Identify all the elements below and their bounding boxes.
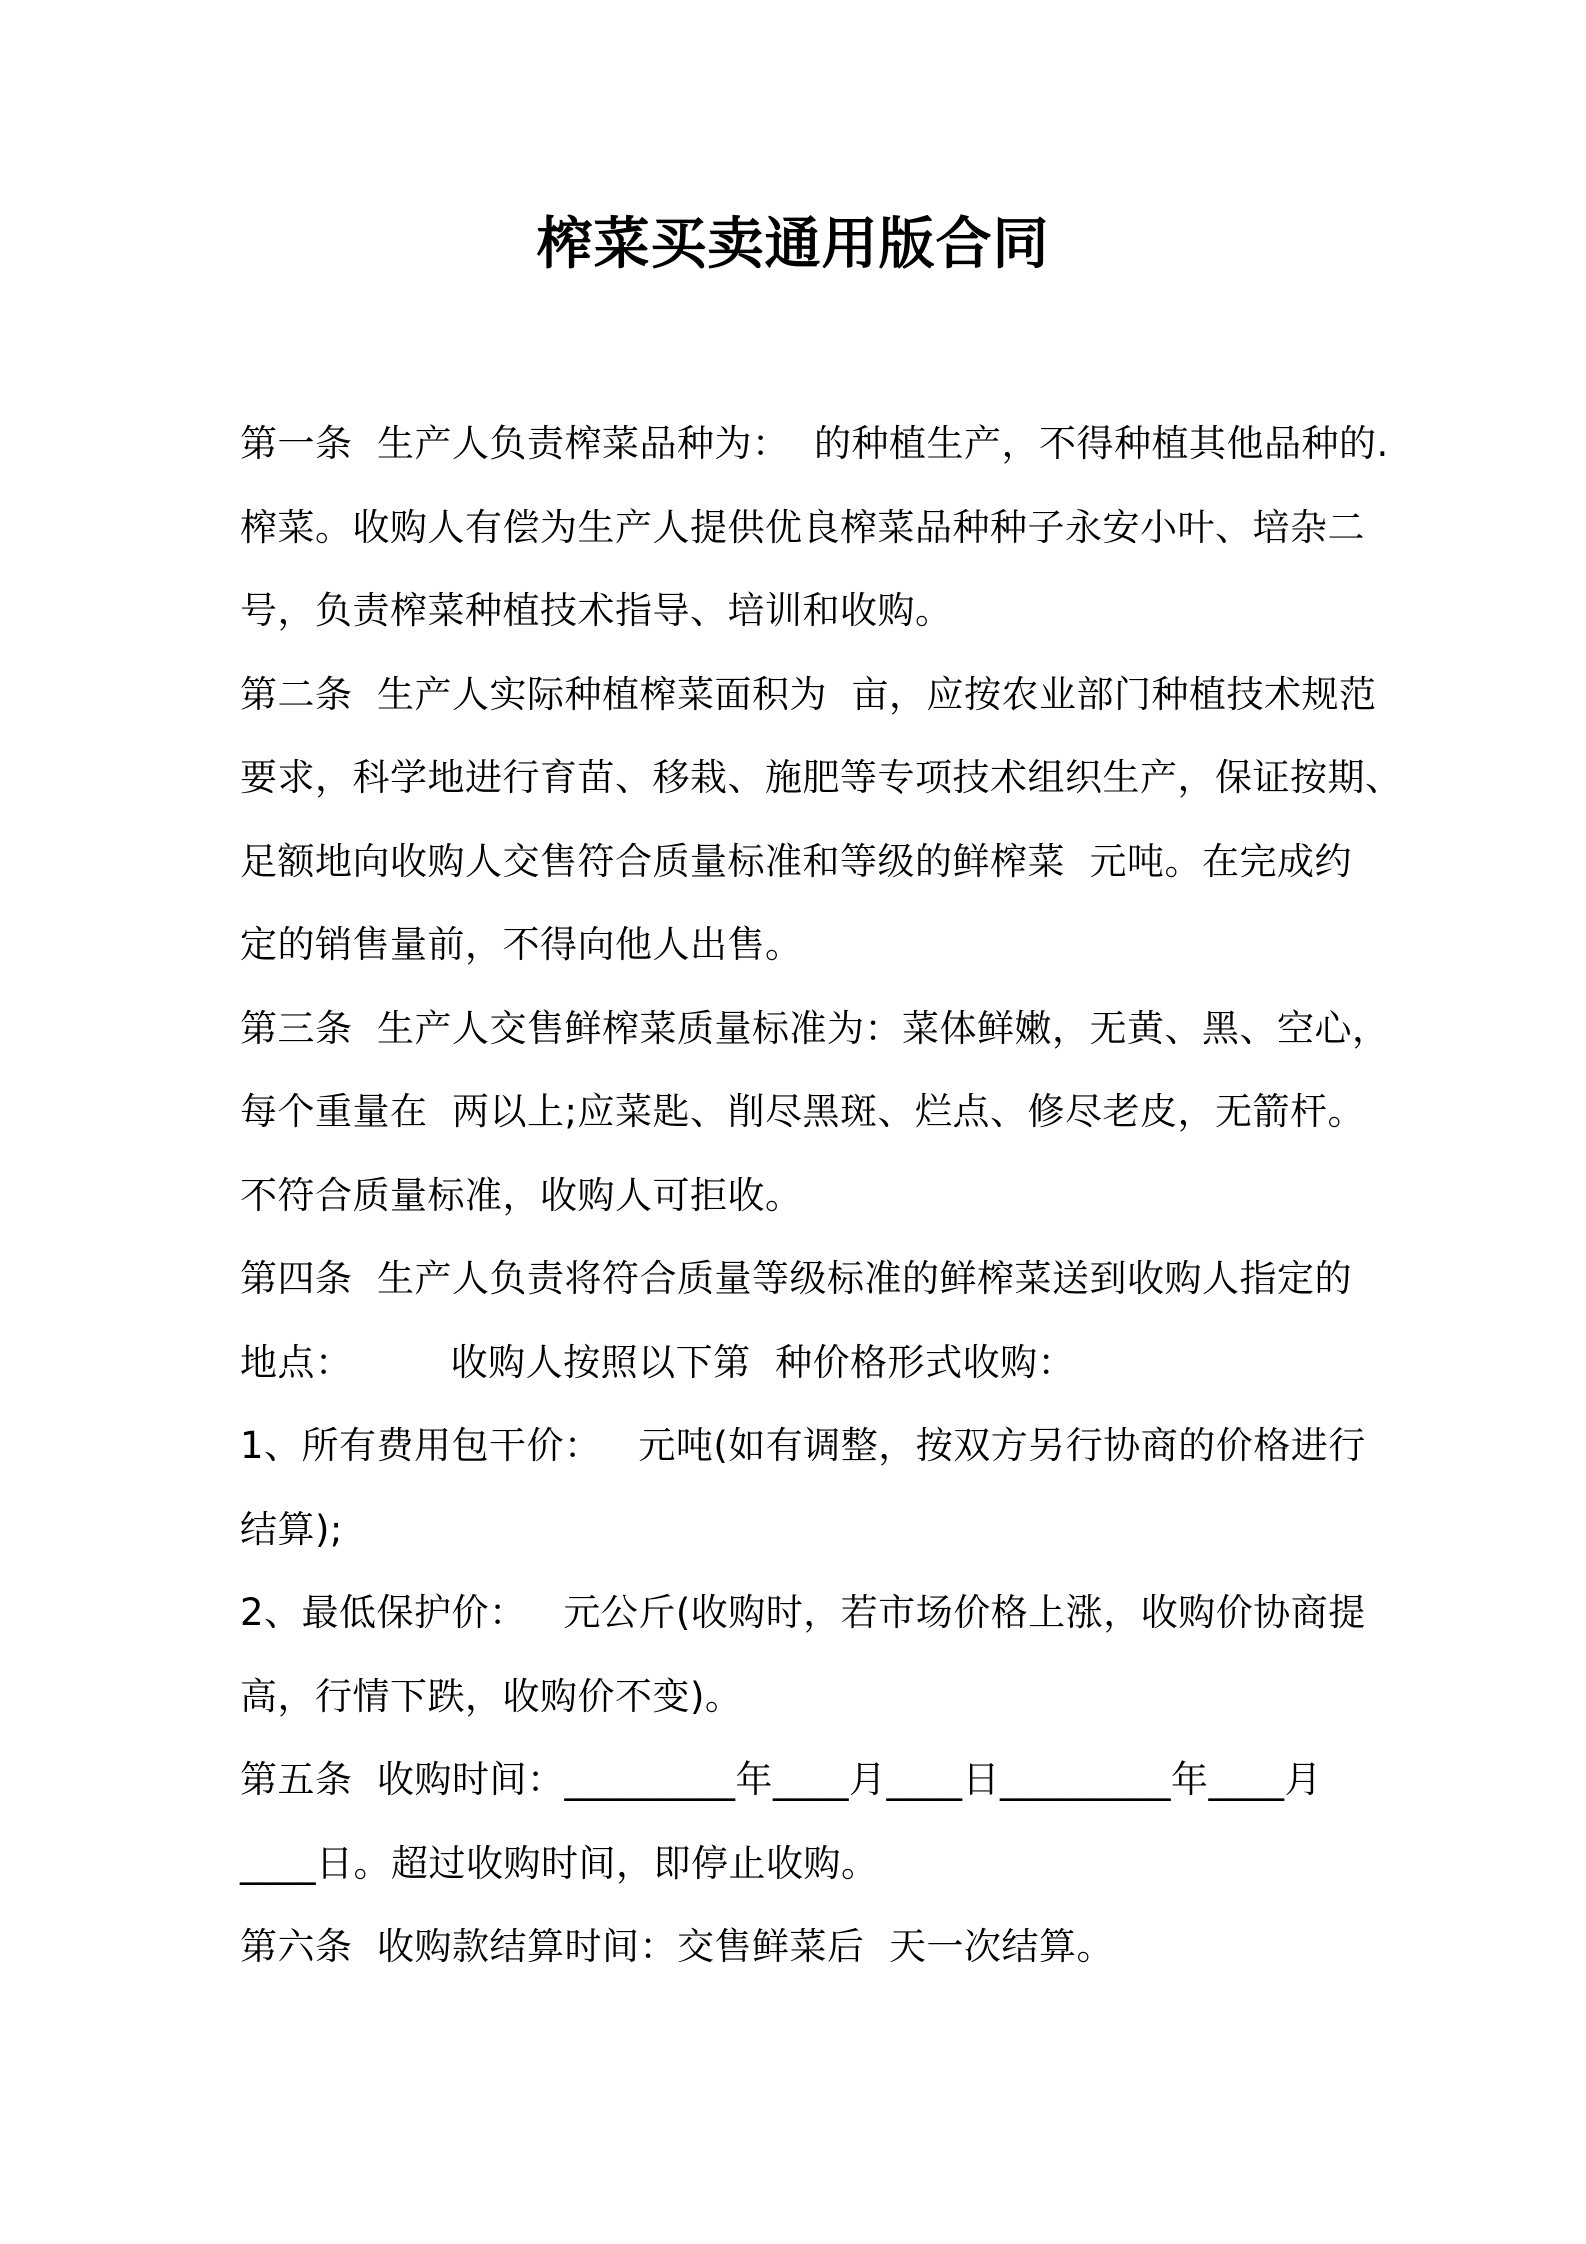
text-line: 第六条 收购款结算时间：交售鲜菜后 天一次结算。 xyxy=(240,1925,1115,1968)
text-line: 地点： 收购人按照以下第 种价格形式收购： xyxy=(240,1340,1076,1384)
text-line: 2、最低保护价： 元公斤(收购时，若市场价格上涨，收购价协商提 xyxy=(240,1591,1366,1634)
text-line: 高，行情下跌，收购价不变)。 xyxy=(240,1674,743,1718)
text-line: 足额地向收购人交售符合质量标准和等级的鲜榨菜 元吨。在完成约 xyxy=(240,839,1353,883)
text-line: 定的销售量前，不得向他人出售。 xyxy=(240,923,803,966)
document-body xyxy=(240,402,1403,1989)
text-line: 榨菜。收购人有偿为生产人提供优良榨菜品种种子永安小叶、培杂二 xyxy=(240,505,1365,549)
text-line: 第三条 生产人交售鲜榨菜质量标准为：菜体鲜嫩，无黄、黑、空心， xyxy=(240,1006,1390,1050)
text-line: 号，负责榨菜种植技术指导、培训和收购。 xyxy=(240,589,953,632)
text-line: 第四条 生产人负责将符合质量等级标准的鲜榨菜送到收购人指定的 xyxy=(240,1257,1353,1300)
text-line: 不符合质量标准，收购人可拒收。 xyxy=(240,1173,803,1217)
text-line: ____日。超过收购时间，即停止收购。 xyxy=(240,1841,879,1885)
text-line: 第二条 生产人实际种植榨菜面积为 亩，应按农业部门种植技术规范 xyxy=(240,672,1377,716)
text-line: 1、所有费用包干价： 元吨(如有调整，按双方另行协商的价格进行 xyxy=(240,1424,1366,1467)
text-line: 每个重量在 两以上;应菜匙、削尽黑斑、烂点、修尽老皮，无箭杆。 xyxy=(240,1090,1365,1133)
text-line: 第五条 收购时间：_________年____月____日_________年____月 xyxy=(240,1758,1323,1801)
document-title: 榨菜买卖通用版合同 xyxy=(536,212,1050,277)
text-line: 要求，科学地进行育苗、移栽、施肥等专项技术组织生产，保证按期、 xyxy=(240,756,1403,799)
text-line: 结算); xyxy=(240,1507,343,1551)
text-line: 第一条 生产人负责榨菜品种为： 的种植生产，不得种植其他品种的. xyxy=(240,422,1389,465)
